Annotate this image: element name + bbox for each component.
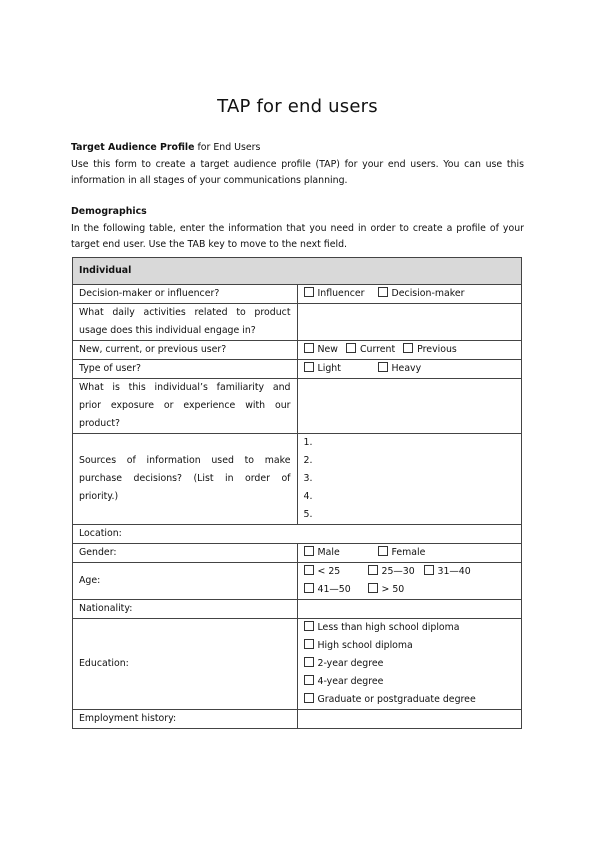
gender-answer (297, 544, 522, 563)
question-line: priority.) (79, 491, 119, 502)
option-label: Graduate or postgraduate degree (317, 694, 476, 705)
checkbox-icon[interactable] (304, 287, 314, 297)
location-question[interactable]: Location: (73, 525, 522, 544)
decision-question: Decision-maker or influencer? (73, 285, 298, 304)
list-item[interactable]: 1. (303, 437, 313, 448)
option-label: 4-year degree (317, 676, 384, 687)
education-answer (297, 619, 522, 710)
sources-question (73, 434, 298, 525)
checkbox-option[interactable] (403, 341, 457, 359)
checkbox-option[interactable] (346, 341, 395, 359)
checkbox-icon[interactable] (424, 565, 434, 575)
education-question: Education: (73, 619, 298, 710)
checkbox-icon[interactable] (403, 343, 413, 353)
tap-form-table (72, 257, 522, 729)
question-line: purchase decisions? (List in order of (79, 473, 291, 484)
checkbox-option[interactable] (378, 544, 426, 562)
employment-question: Employment history: (73, 710, 298, 729)
user-type-answer (297, 360, 522, 379)
table-row (73, 304, 522, 341)
intro-heading-suffix: for End Users (194, 142, 261, 153)
checkbox-option[interactable] (304, 619, 516, 637)
activities-question (73, 304, 298, 341)
gender-question: Gender: (73, 544, 298, 563)
intro-heading-line (71, 140, 524, 157)
user-status-answer (297, 341, 522, 360)
option-label: New (317, 344, 338, 355)
option-label: 41—50 (317, 584, 351, 595)
checkbox-option[interactable] (368, 563, 420, 581)
table-row (73, 434, 522, 525)
question-line: usage does this individual engage in? (79, 325, 256, 336)
checkbox-option[interactable] (304, 637, 516, 655)
familiarity-answer-field[interactable] (297, 379, 522, 434)
demographics-heading: Demographics (71, 206, 147, 217)
checkbox-option[interactable] (304, 691, 516, 709)
question-line: Sources of information used to make (79, 455, 291, 466)
question-line: product? (79, 418, 121, 429)
checkbox-icon[interactable] (304, 546, 314, 556)
checkbox-option[interactable] (304, 673, 516, 691)
question-line: prior exposure or experience with our (79, 400, 291, 411)
table-row (73, 710, 522, 729)
list-item[interactable]: 3. (303, 473, 313, 484)
checkbox-icon[interactable] (304, 583, 314, 593)
familiarity-question (73, 379, 298, 434)
sources-answer-list[interactable] (297, 434, 522, 525)
checkbox-icon[interactable] (304, 675, 314, 685)
age-options-row (304, 581, 516, 599)
option-label: Influencer (317, 288, 365, 299)
checkbox-icon[interactable] (378, 362, 388, 372)
checkbox-icon[interactable] (304, 362, 314, 372)
option-label: Current (359, 344, 396, 355)
table-row (73, 360, 522, 379)
nationality-answer-field[interactable] (297, 600, 522, 619)
checkbox-option[interactable] (424, 563, 471, 581)
checkbox-option[interactable] (378, 285, 465, 303)
list-item[interactable]: 5. (303, 509, 313, 520)
table-row (73, 544, 522, 563)
table-row (73, 525, 522, 544)
checkbox-icon[interactable] (304, 693, 314, 703)
checkbox-icon[interactable] (346, 343, 356, 353)
table-row (73, 379, 522, 434)
checkbox-option[interactable] (368, 581, 405, 599)
table-row (73, 285, 522, 304)
checkbox-option[interactable] (304, 285, 365, 303)
option-label: Male (317, 547, 340, 558)
checkbox-icon[interactable] (304, 657, 314, 667)
demographics-text: In the following table, enter the information that you need in order to create a profile of your target end user. Use the TAB key to move to the next field. (71, 222, 524, 250)
table-header: Individual (73, 258, 522, 285)
list-item[interactable]: 4. (303, 491, 313, 502)
nationality-question: Nationality: (73, 600, 298, 619)
checkbox-icon[interactable] (304, 639, 314, 649)
age-options-row (304, 563, 516, 581)
activities-answer-field[interactable] (297, 304, 522, 341)
option-label: Heavy (391, 363, 422, 374)
option-label: 25—30 (381, 566, 415, 577)
option-label: High school diploma (317, 640, 413, 651)
checkbox-icon[interactable] (378, 546, 388, 556)
checkbox-option[interactable] (304, 544, 374, 562)
option-label: Decision-maker (391, 288, 465, 299)
age-answer (297, 563, 522, 600)
page-title: TAP for end users (217, 96, 378, 117)
table-row (73, 563, 522, 600)
intro-section (71, 140, 524, 190)
question-line: What daily activities related to product (79, 307, 291, 318)
table-row (73, 600, 522, 619)
checkbox-icon[interactable] (378, 287, 388, 297)
checkbox-option[interactable] (304, 655, 516, 673)
table-header-row (73, 258, 522, 285)
option-label: < 25 (317, 566, 341, 577)
checkbox-option[interactable] (304, 581, 364, 599)
intro-text: Use this form to create a target audience profile (TAP) for your end users. You can use this information in all stages of your communications planning. (71, 158, 524, 186)
checkbox-icon[interactable] (368, 583, 378, 593)
demographics-section (71, 204, 524, 254)
employment-answer-field[interactable] (297, 710, 522, 729)
checkbox-icon[interactable] (304, 343, 314, 353)
checkbox-icon[interactable] (304, 565, 314, 575)
option-label: Female (391, 547, 426, 558)
checkbox-icon[interactable] (368, 565, 378, 575)
checkbox-option[interactable] (304, 341, 338, 359)
option-label: 2-year degree (317, 658, 384, 669)
list-item[interactable]: 2. (303, 455, 313, 466)
checkbox-option[interactable] (378, 360, 422, 378)
checkbox-option[interactable] (304, 360, 374, 378)
option-label: Light (317, 363, 341, 374)
option-label: 31—40 (437, 566, 471, 577)
intro-heading: Target Audience Profile (71, 142, 195, 153)
user-type-question: Type of user? (73, 360, 298, 379)
option-label: Less than high school diploma (317, 622, 460, 633)
table-row (73, 341, 522, 360)
question-line: What is this individual’s familiarity and (79, 382, 291, 393)
checkbox-option[interactable] (304, 563, 364, 581)
table-row (73, 619, 522, 710)
option-label: Previous (417, 344, 457, 355)
user-status-question: New, current, or previous user? (73, 341, 298, 360)
checkbox-icon[interactable] (304, 621, 314, 631)
option-label: > 50 (381, 584, 405, 595)
age-question: Age: (73, 563, 298, 600)
decision-answer (297, 285, 522, 304)
